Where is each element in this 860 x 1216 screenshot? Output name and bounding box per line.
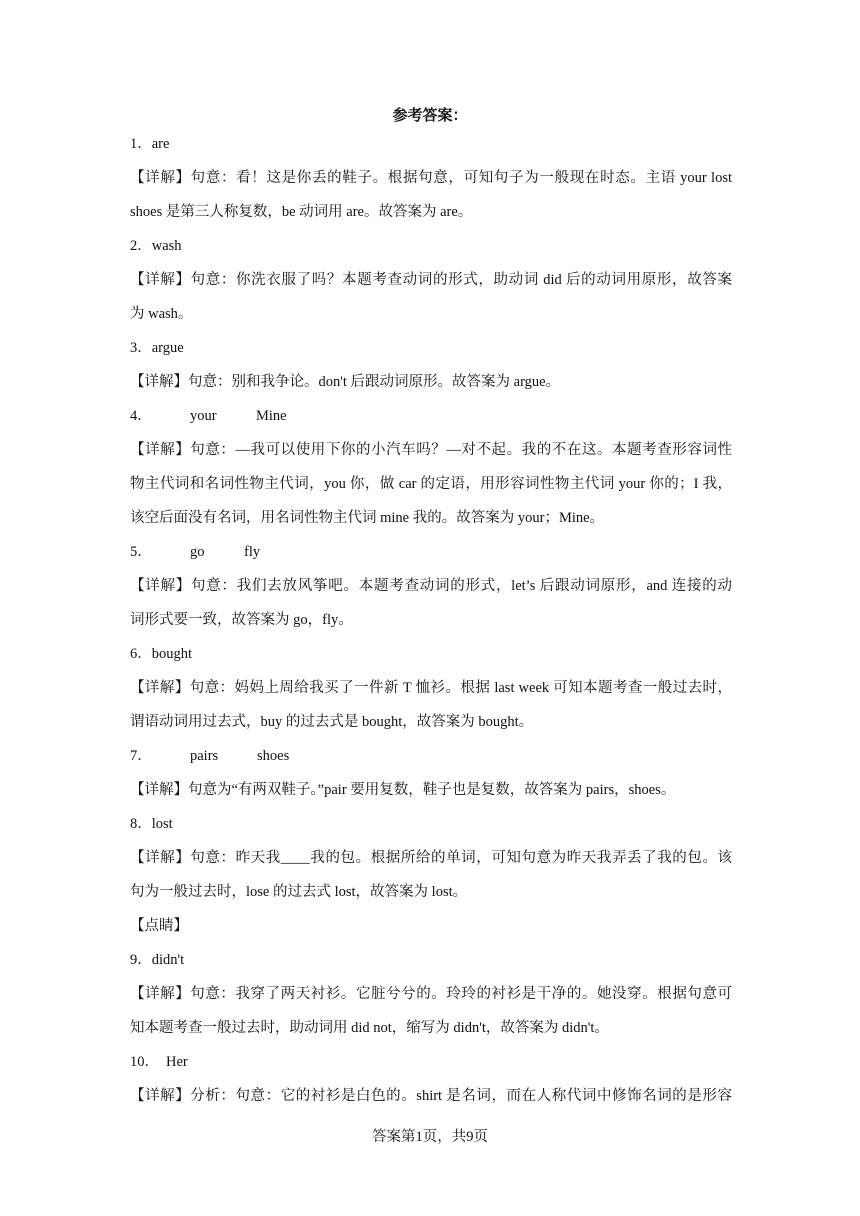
answer-number-line: 4． your Mine <box>130 408 287 424</box>
remark-line: 【点睛】 <box>130 918 188 934</box>
page-title: 参考答案： <box>392 108 468 124</box>
explanation-line: 词形式要一致，故答案为 go，fly。 <box>130 612 353 628</box>
answer-number-line: 7． pairs shoes <box>130 748 290 764</box>
explanation-line: 【详解】句意：我们去放风筝吧。本题考查动词的形式，let’s 后跟动词原形，and 连接的动 <box>130 578 732 594</box>
answer-number-line: 9．didn't <box>130 952 185 968</box>
explanation-line: 【详解】句意：妈妈上周给我买了一件新 T 恤衫。根据 last week 可知本题考查一般过去时， <box>130 680 732 696</box>
explanation-line: 为 wash。 <box>130 306 193 322</box>
explanation-line: 物主代词和名词性物主代词，you 你，做 car 的定语，用形容词性物主代词 your 你的；I 我， <box>130 476 732 492</box>
explanation-line: 该空后面没有名词，用名词性物主代词 mine 我的。故答案为 your；Mine。 <box>130 510 605 526</box>
explanation-line: 【详解】句意：看！这是你丢的鞋子。根据句意，可知句子为一般现在时态。主语 your lost <box>130 170 732 186</box>
explanation-line: 【详解】分析：句意：它的衬衫是白色的。shirt 是名词，而在人称代词中修饰名词的是形容 <box>130 1088 733 1104</box>
explanation-line: 句为一般过去时，lose 的过去式 lost，故答案为 lost。 <box>130 884 468 900</box>
answer-number-line: 6．bought <box>130 646 193 662</box>
answer-number-line: 1．are <box>130 136 170 152</box>
answer-number-line: 5． go fly <box>130 544 261 560</box>
answer-number-line: 3．argue <box>130 340 184 356</box>
explanation-line: 【详解】句意：我穿了两天衬衫。它脏兮兮的。玲玲的衬衫是干净的。她没穿。根据句意可 <box>130 986 733 1002</box>
explanation-line: 【详解】句意：—我可以使用下你的小汽车吗？—对不起。我的不在这。本题考查形容词性 <box>130 442 733 458</box>
explanation-line: 【详解】句意：别和我争论。don't 后跟动词原形。故答案为 argue。 <box>130 374 561 390</box>
explanation-line: 谓语动词用过去式，buy 的过去式是 bought，故答案为 bought。 <box>130 714 534 730</box>
page-footer: 答案第1页，共9页 <box>372 1129 488 1145</box>
answer-number-line: 8．lost <box>130 816 173 832</box>
answer-list <box>130 131 732 1117</box>
explanation-line: 知本题考查一般过去时，助动词用 did not，缩写为 didn't，故答案为 didn't。 <box>130 1020 609 1036</box>
answer-number-line: 10． Her <box>130 1054 188 1070</box>
explanation-line: 【详解】句意：昨天我____我的包。根据所给的单词，可知句意为昨天我弄丢了我的包。该 <box>130 850 733 866</box>
explanation-line: 【详解】句意：你洗衣服了吗？本题考查动词的形式，助动词 did 后的动词用原形，故答案 <box>130 272 733 288</box>
explanation-line: shoes 是第三人称复数，be 动词用 are。故答案为 are。 <box>130 204 473 220</box>
explanation-line: 【详解】句意为“有两双鞋子。”pair 要用复数，鞋子也是复数，故答案为 pairs，shoes。 <box>130 782 676 798</box>
answer-number-line: 2．wash <box>130 238 182 254</box>
